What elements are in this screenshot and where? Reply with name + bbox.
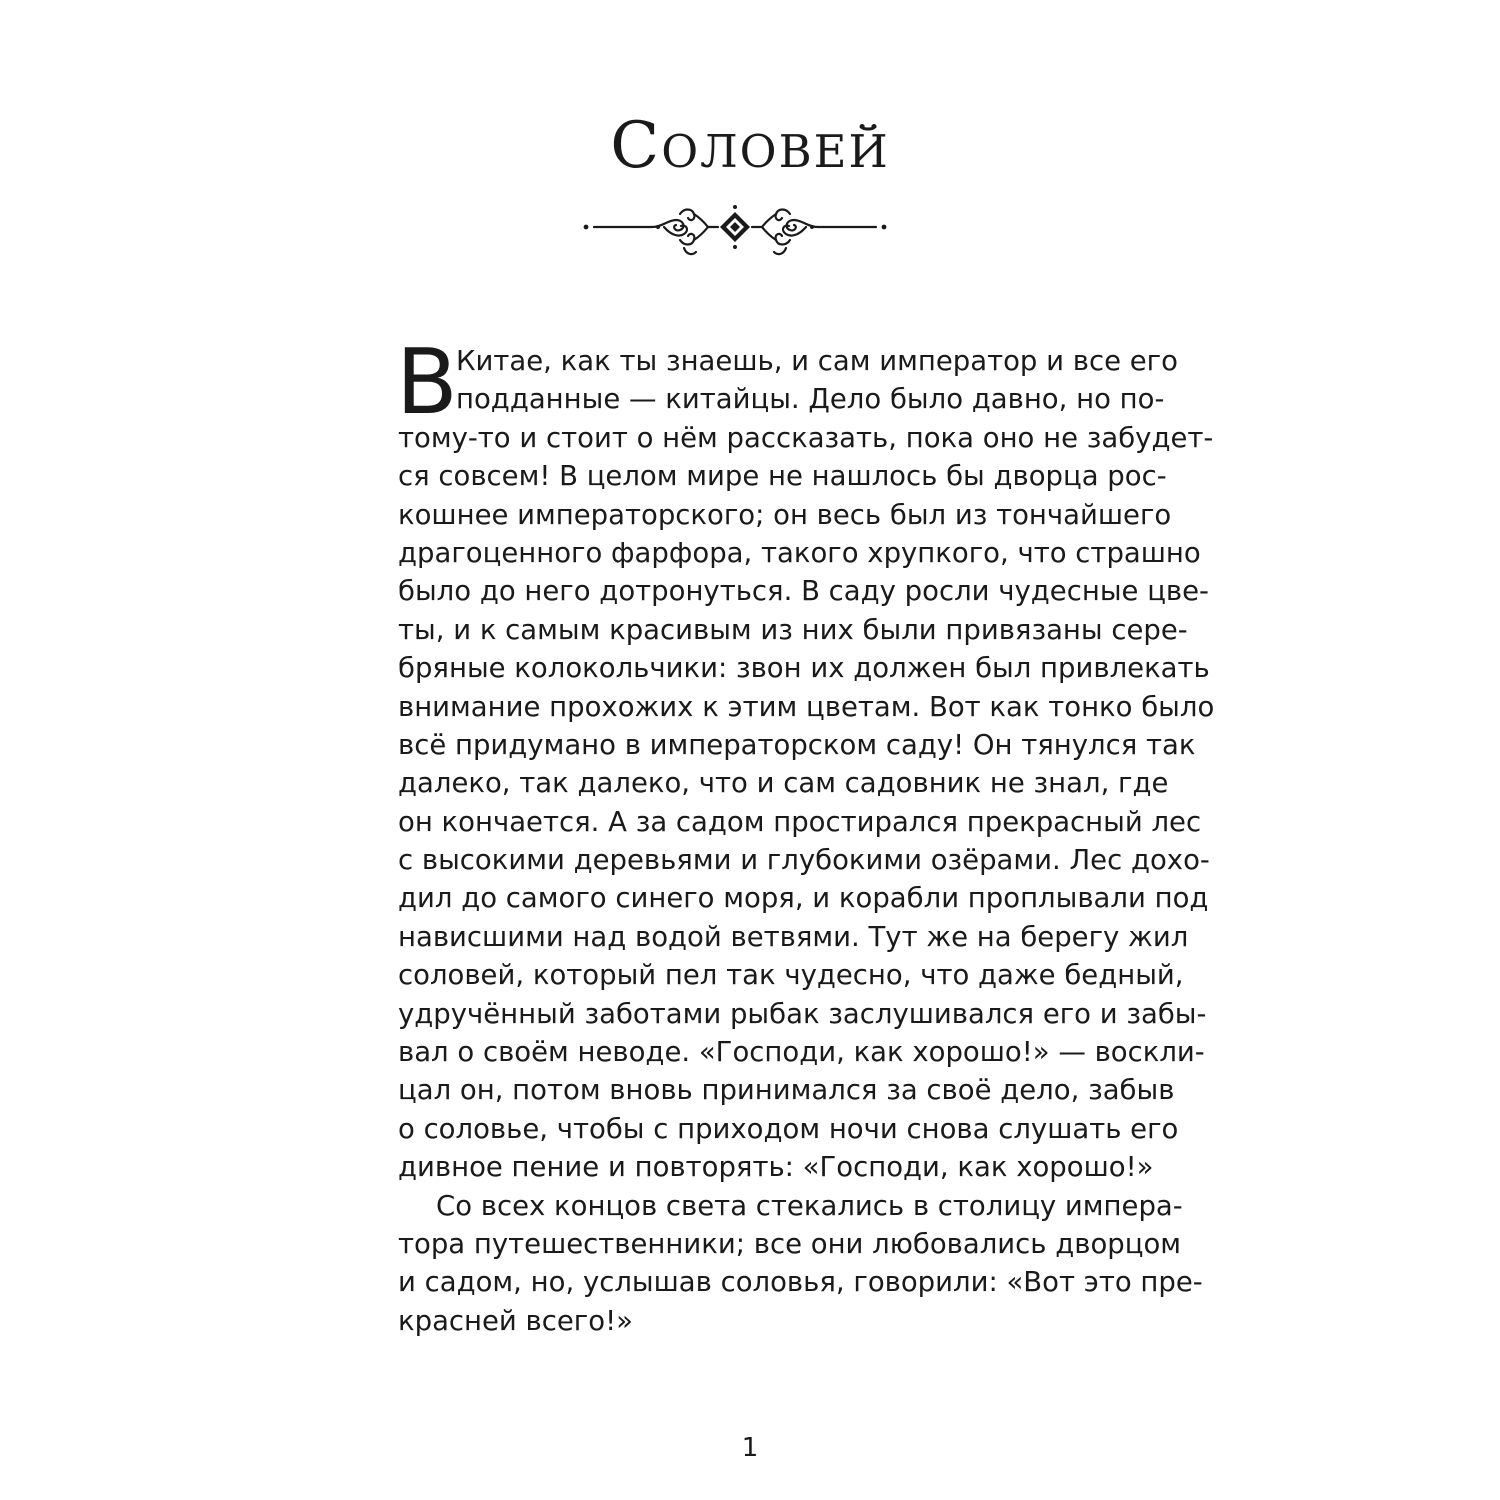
text-line: нависшими над водой ветвями. Тут же на берегу жил [398,920,1189,953]
text-line: ты, и к самым красивым из них были привязаны сере- [398,613,1188,646]
text-line: внимание прохожих к этим цветам. Вот как тонко было [398,690,1215,723]
text-line: цал он, потом вновь принимался за своё дело, забыв [398,1074,1175,1107]
text-line: бряные колокольчики: звон их должен был привлекать [398,652,1210,685]
text-line: драгоценного фарфора, такого хрупкого, что страшно [398,536,1201,569]
text-line: дивное пение и повторять: «Господи, как хорошо!» [398,1151,1154,1184]
chapter-title: Соловей [610,109,890,183]
text-line: о соловье, чтобы с приходом ночи снова слушать его [398,1112,1179,1145]
page-number: 1 [741,1433,759,1463]
text-line: удручённый заботами рыбак заслушивался его и забы- [398,997,1207,1030]
text-line: подданные — китайцы. Дело было давно, но по- [456,383,1165,416]
text-line: тора путешественники; все они любовались дворцом [398,1227,1182,1260]
text-line: вал о своём неводе. «Господи, как хорошо!» — воскли- [398,1036,1205,1069]
text-line: тому-то и стоит о нём рассказать, пока оно не забудет- [398,421,1214,454]
text-line: далеко, так далеко, что и сам садовник не знал, где [398,767,1169,800]
text-line: соловей, который пел так чудесно, что даже бедный, [398,959,1184,992]
text-line: с высокими деревьями и глубокими озёрами. Лес дохо- [398,844,1210,877]
text-line: дил до самого синего моря, и корабли проплывали под [398,882,1209,915]
text-line: Со всех концов света стекались в столицу импера- [436,1189,1183,1222]
ornament-divider-icon [580,198,890,264]
text-line: и садом, но, услышав соловья, говорили: «Вот это пре- [398,1266,1203,1299]
text-line: Китае, как ты знаешь, и сам император и все его [456,345,1178,377]
text-line: кошнее императорского; он весь был из тончайшего [398,498,1172,531]
drop-cap: В [396,330,458,435]
text-line: было до него дотронуться. В саду росли чудесные цве- [398,575,1209,608]
text-line: ся совсем! В целом мире не нашлось бы дворца рос- [398,460,1167,493]
story-text [396,330,1215,1340]
text-line: красней всего!» [398,1304,633,1337]
text-line: он кончается. А за садом простирался прекрасный лес [398,805,1202,838]
text-line: всё придумано в императорском саду! Он тянулся так [398,728,1196,761]
